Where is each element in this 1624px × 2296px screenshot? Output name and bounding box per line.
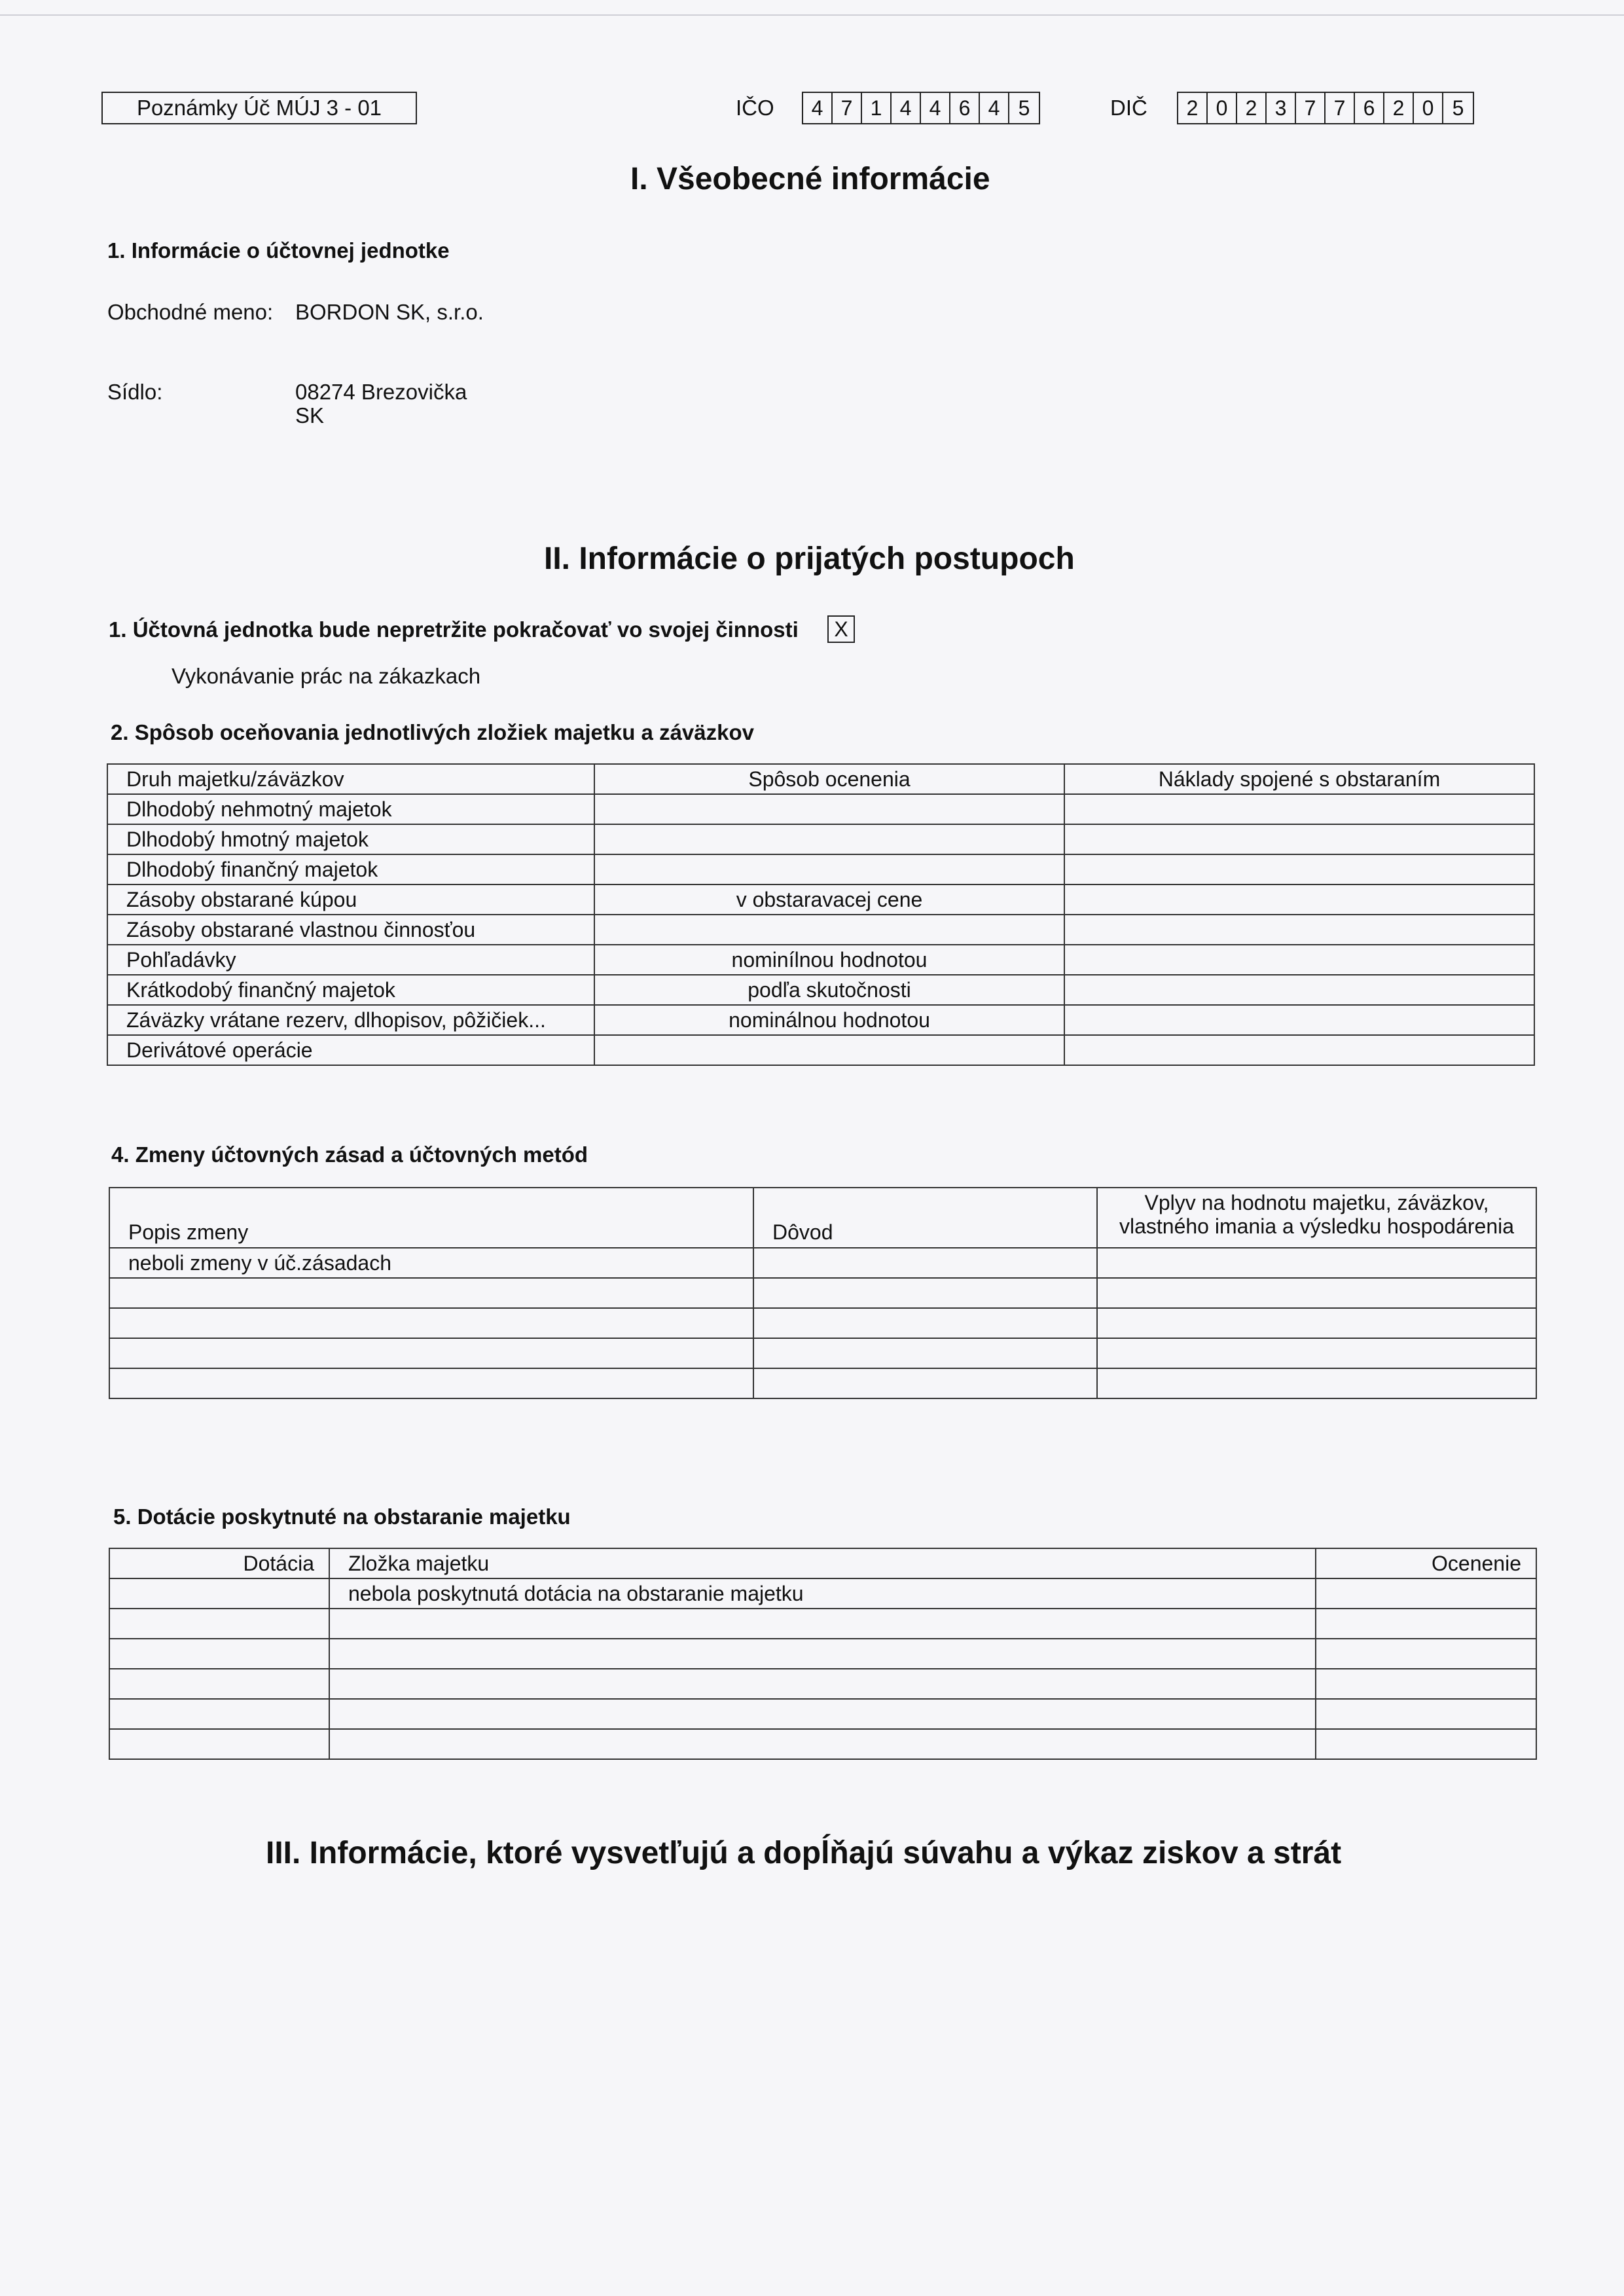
changes-row-cell — [109, 1278, 753, 1308]
subsidy-row-cell — [329, 1729, 1316, 1759]
ico-digit: 7 — [833, 93, 862, 123]
changes-heading: 4. Zmeny účtovných zásad a účtovných metód — [111, 1142, 588, 1167]
header-valuation-method: Spôsob ocenenia — [594, 764, 1064, 794]
seat-address-line: 08274 Brezovička — [295, 380, 467, 404]
valuation-row-cell — [594, 824, 1064, 854]
subsidy-row — [109, 1578, 1536, 1609]
subsidy-table-header — [109, 1548, 1536, 1578]
subsidy-row — [109, 1669, 1536, 1699]
changes-row-cell — [753, 1308, 1097, 1338]
header-asset-component: Zložka majetku — [329, 1548, 1316, 1578]
subsidy-row-cell — [1316, 1609, 1536, 1639]
section-3-title: III. Informácie, ktoré vysvetľujú a dopĺňajú súvahu a výkaz ziskov a strát — [266, 1836, 1342, 1870]
subsidy-row-cell — [109, 1639, 329, 1669]
changes-row — [109, 1248, 1536, 1278]
subsidy-row-cell — [329, 1699, 1316, 1729]
valuation-row-cell — [1064, 824, 1534, 854]
ico-digit: 4 — [980, 93, 1009, 123]
changes-row-cell — [1097, 1248, 1536, 1278]
changes-row — [109, 1308, 1536, 1338]
dic-digit: 3 — [1267, 93, 1296, 123]
section-2-title: II. Informácie o prijatých postupoch — [544, 541, 1075, 576]
business-name-value: BORDON SK, s.r.o. — [295, 300, 484, 324]
valuation-row-cell — [1064, 915, 1534, 945]
valuation-row-cell — [1064, 1005, 1534, 1035]
changes-row-cell — [109, 1368, 753, 1398]
valuation-row-cell: nominílnou hodnotou — [594, 945, 1064, 975]
dic-digit: 7 — [1296, 93, 1326, 123]
dic-digit: 7 — [1326, 93, 1355, 123]
changes-row-cell — [1097, 1308, 1536, 1338]
valuation-row-cell: Dlhodobý hmotný majetok — [107, 824, 594, 854]
dic-digit: 0 — [1208, 93, 1237, 123]
valuation-row — [107, 915, 1534, 945]
entity-info-heading: 1. Informácie o účtovnej jednotke — [107, 238, 450, 263]
scan-edge-line — [0, 14, 1624, 16]
ico-digit: 5 — [1018, 96, 1030, 120]
valuation-row — [107, 1035, 1534, 1065]
subsidy-row-cell — [109, 1609, 329, 1639]
subsidy-table — [109, 1548, 1537, 1760]
subsidy-row-cell — [1316, 1729, 1536, 1759]
section-1-title: I. Všeobecné informácie — [630, 162, 990, 196]
subsidy-row-cell: nebola poskytnutá dotácia na obstaranie majetku — [329, 1578, 1316, 1609]
changes-row-cell — [1097, 1278, 1536, 1308]
changes-row — [109, 1368, 1536, 1398]
valuation-row — [107, 975, 1534, 1005]
header-acquisition-costs: Náklady spojené s obstaraním — [1064, 764, 1534, 794]
valuation-row-cell — [594, 854, 1064, 884]
changes-row-cell — [753, 1338, 1097, 1368]
dic-digit: 0 — [1414, 93, 1443, 123]
subsidy-row-cell — [1316, 1669, 1536, 1699]
subsidy-row — [109, 1699, 1536, 1729]
subsidy-row-cell — [1316, 1699, 1536, 1729]
seat-country: SK — [295, 403, 325, 428]
valuation-row-cell: Dlhodobý nehmotný majetok — [107, 794, 594, 824]
valuation-row-cell — [1064, 884, 1534, 915]
subsidy-row-cell — [1316, 1639, 1536, 1669]
changes-row-cell — [753, 1368, 1097, 1398]
header-asset-type: Druh majetku/záväzkov — [107, 764, 594, 794]
valuation-row-cell — [1064, 1035, 1534, 1065]
changes-row-cell — [753, 1278, 1097, 1308]
changes-table-header — [109, 1188, 1536, 1248]
valuation-row — [107, 1005, 1534, 1035]
subsidy-row-cell — [109, 1699, 329, 1729]
subsidy-row-cell — [329, 1639, 1316, 1669]
dic-digit: 5 — [1452, 96, 1464, 120]
valuation-row-cell: Zásoby obstarané vlastnou činnosťou — [107, 915, 594, 945]
going-concern-statement: 1. Účtovná jednotka bude nepretržite pokračovať vo svojej činnosti — [109, 617, 799, 642]
changes-row-cell — [109, 1338, 753, 1368]
going-concern-checkbox: X — [827, 615, 855, 643]
dic-digit-boxes — [1177, 92, 1474, 124]
valuation-heading: 2. Spôsob oceňovania jednotlivých zložiek majetku a záväzkov — [111, 720, 754, 744]
form-code-box: Poznámky Úč MÚJ 3 - 01 — [101, 92, 417, 124]
changes-table — [109, 1187, 1537, 1399]
valuation-row-cell — [1064, 945, 1534, 975]
subsidy-row — [109, 1609, 1536, 1639]
ico-digit: 6 — [950, 93, 980, 123]
subsidy-row-cell — [109, 1729, 329, 1759]
seat-label: Sídlo: — [107, 380, 163, 404]
business-name-label: Obchodné meno: — [107, 300, 274, 324]
valuation-table-header — [107, 764, 1534, 794]
ico-digit: 4 — [803, 93, 833, 123]
dic-digit: 6 — [1355, 93, 1384, 123]
changes-row-cell — [1097, 1338, 1536, 1368]
valuation-row-cell: Derivátové operácie — [107, 1035, 594, 1065]
header-change-impact: Vplyv na hodnotu majetku, záväzkov, vlastného imania a výsledku hospodárenia — [1097, 1188, 1536, 1248]
valuation-row-cell: Dlhodobý finančný majetok — [107, 854, 594, 884]
ico-digit: 4 — [921, 93, 950, 123]
changes-row-cell: neboli zmeny v úč.zásadach — [109, 1248, 753, 1278]
valuation-row — [107, 884, 1534, 915]
valuation-row-cell — [594, 794, 1064, 824]
valuation-row — [107, 794, 1534, 824]
ico-digit-boxes — [802, 92, 1040, 124]
ico-digit: 1 — [862, 93, 892, 123]
header-change-reason: Dôvod — [753, 1188, 1097, 1248]
subsidy-row-cell — [109, 1578, 329, 1609]
valuation-table — [107, 763, 1535, 1066]
valuation-row-cell — [594, 915, 1064, 945]
valuation-row — [107, 945, 1534, 975]
subsidy-row — [109, 1639, 1536, 1669]
valuation-row-cell: v obstaravacej cene — [594, 884, 1064, 915]
dic-digit: 2 — [1178, 93, 1208, 123]
valuation-row-cell — [594, 1035, 1064, 1065]
changes-row-cell — [109, 1308, 753, 1338]
valuation-row-cell: podľa skutočnosti — [594, 975, 1064, 1005]
ico-digit: 4 — [892, 93, 921, 123]
header-subsidy: Dotácia — [109, 1548, 329, 1578]
valuation-row-cell — [1064, 975, 1534, 1005]
valuation-row-cell: Zásoby obstarané kúpou — [107, 884, 594, 915]
dic-label: DIČ — [1110, 96, 1147, 120]
dic-digit: 2 — [1384, 93, 1414, 123]
valuation-row-cell — [1064, 794, 1534, 824]
valuation-row-cell — [1064, 854, 1534, 884]
dic-digit: 2 — [1237, 93, 1267, 123]
subsidy-row — [109, 1729, 1536, 1759]
header-valuation: Ocenenie — [1316, 1548, 1536, 1578]
changes-row-cell — [1097, 1368, 1536, 1398]
valuation-row-cell: Krátkodobý finančný majetok — [107, 975, 594, 1005]
subsidy-row-cell — [329, 1669, 1316, 1699]
subsidy-row-cell — [329, 1609, 1316, 1639]
valuation-row-cell: nominálnou hodnotou — [594, 1005, 1064, 1035]
valuation-row-cell: Pohľadávky — [107, 945, 594, 975]
valuation-row — [107, 824, 1534, 854]
activity-note: Vykonávanie prác na zákazkach — [171, 664, 481, 688]
subsidy-row-cell — [109, 1669, 329, 1699]
subsidy-heading: 5. Dotácie poskytnuté na obstaranie majetku — [113, 1504, 571, 1529]
ico-label: IČO — [736, 96, 774, 120]
valuation-row — [107, 854, 1534, 884]
changes-row — [109, 1278, 1536, 1308]
header-change-description: Popis zmeny — [109, 1188, 753, 1248]
valuation-row-cell: Záväzky vrátane rezerv, dlhopisov, pôžičiek... — [107, 1005, 594, 1035]
subsidy-row-cell — [1316, 1578, 1536, 1609]
changes-row-cell — [753, 1248, 1097, 1278]
changes-row — [109, 1338, 1536, 1368]
